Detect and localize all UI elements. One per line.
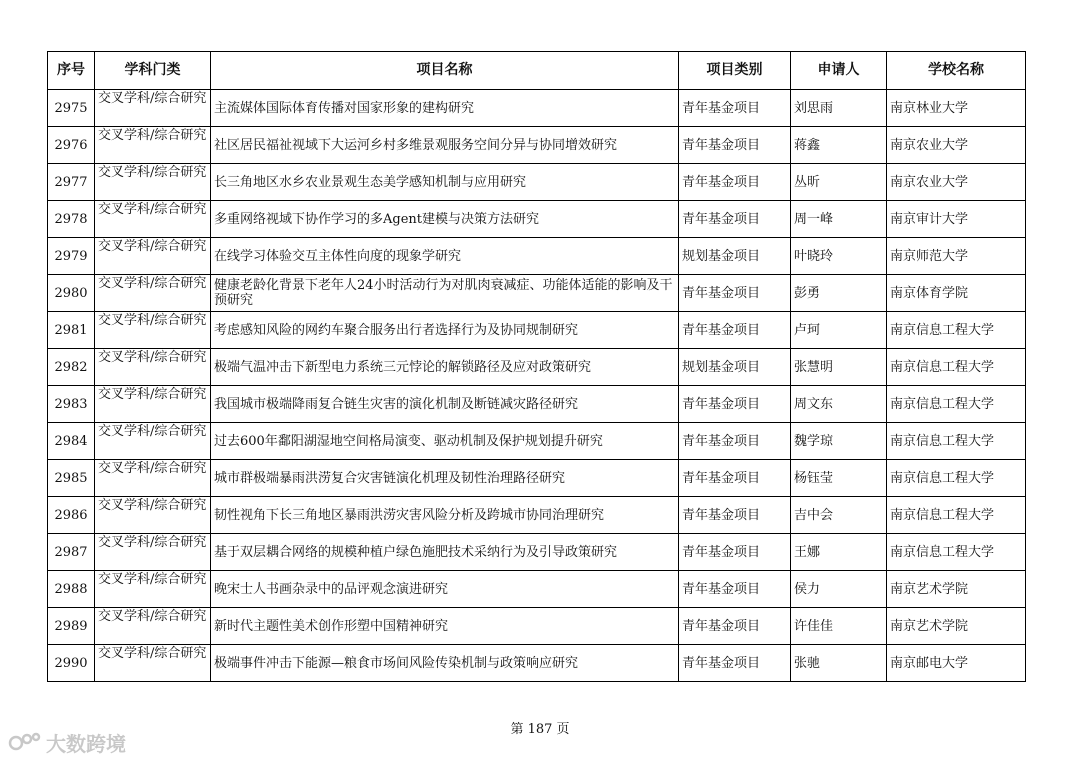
cell-school: 南京信息工程大学 — [887, 534, 1026, 571]
cell-school: 南京信息工程大学 — [887, 460, 1026, 497]
cell-applicant: 周一峰 — [791, 201, 887, 238]
table-row — [48, 645, 1026, 682]
cell-applicant: 叶晓玲 — [791, 238, 887, 275]
watermark-text: 大数跨境 — [46, 732, 126, 756]
cell-applicant: 魏学琼 — [791, 423, 887, 460]
cell-subject: 交叉学科/综合研究 — [95, 275, 211, 312]
cell-school: 南京审计大学 — [887, 201, 1026, 238]
cell-index: 2980 — [48, 275, 95, 312]
cell-index: 2982 — [48, 349, 95, 386]
cell-subject: 交叉学科/综合研究 — [95, 349, 211, 386]
cell-project-name: 韧性视角下长三角地区暴雨洪涝灾害风险分析及跨城市协同治理研究 — [211, 497, 679, 534]
cell-project-type: 青年基金项目 — [679, 423, 791, 460]
cell-index: 2978 — [48, 201, 95, 238]
header-project-name: 项目名称 — [211, 52, 679, 90]
cell-applicant: 张慧明 — [791, 349, 887, 386]
cell-school: 南京信息工程大学 — [887, 312, 1026, 349]
cell-applicant: 卢珂 — [791, 312, 887, 349]
table-row — [48, 127, 1026, 164]
header-index: 序号 — [48, 52, 95, 90]
table-header-row — [48, 52, 1026, 90]
cell-project-name: 新时代主题性美术创作形塑中国精神研究 — [211, 608, 679, 645]
cell-index: 2984 — [48, 423, 95, 460]
cell-index: 2985 — [48, 460, 95, 497]
table-row — [48, 460, 1026, 497]
page-number: 第 187 页 — [510, 722, 570, 737]
cell-project-type: 青年基金项目 — [679, 608, 791, 645]
cell-subject: 交叉学科/综合研究 — [95, 497, 211, 534]
cell-index: 2983 — [48, 386, 95, 423]
cell-school: 南京信息工程大学 — [887, 349, 1026, 386]
cell-subject: 交叉学科/综合研究 — [95, 238, 211, 275]
cell-project-type: 青年基金项目 — [679, 127, 791, 164]
table-row — [48, 238, 1026, 275]
cell-project-name: 健康老龄化背景下老年人24小时活动行为对肌肉衰减症、功能体适能的影响及干预研究 — [211, 275, 679, 312]
cell-project-type: 青年基金项目 — [679, 201, 791, 238]
table-row — [48, 349, 1026, 386]
cell-project-name: 晚宋士人书画杂录中的品评观念演进研究 — [211, 571, 679, 608]
table-row — [48, 534, 1026, 571]
cell-subject: 交叉学科/综合研究 — [95, 386, 211, 423]
cell-project-type: 青年基金项目 — [679, 275, 791, 312]
cell-project-name: 主流媒体国际体育传播对国家形象的建构研究 — [211, 90, 679, 127]
cell-project-name: 过去600年鄱阳湖湿地空间格局演变、驱动机制及保护规划提升研究 — [211, 423, 679, 460]
cell-index: 2977 — [48, 164, 95, 201]
cell-project-type: 规划基金项目 — [679, 238, 791, 275]
cell-project-name: 考虑感知风险的网约车聚合服务出行者选择行为及协同规制研究 — [211, 312, 679, 349]
cell-applicant: 许佳佳 — [791, 608, 887, 645]
cell-project-type: 青年基金项目 — [679, 386, 791, 423]
cell-subject: 交叉学科/综合研究 — [95, 164, 211, 201]
cell-project-name: 长三角地区水乡农业景观生态美学感知机制与应用研究 — [211, 164, 679, 201]
cell-project-type: 青年基金项目 — [679, 497, 791, 534]
table-row — [48, 386, 1026, 423]
cell-subject: 交叉学科/综合研究 — [95, 127, 211, 164]
cell-applicant: 刘思雨 — [791, 90, 887, 127]
cell-school: 南京信息工程大学 — [887, 386, 1026, 423]
cell-applicant: 王娜 — [791, 534, 887, 571]
cell-school: 南京艺术学院 — [887, 608, 1026, 645]
cell-project-type: 青年基金项目 — [679, 534, 791, 571]
cell-subject: 交叉学科/综合研究 — [95, 460, 211, 497]
cell-applicant: 张驰 — [791, 645, 887, 682]
table-row — [48, 608, 1026, 645]
cell-project-name: 多重网络视域下协作学习的多Agent建模与决策方法研究 — [211, 201, 679, 238]
cell-project-type: 青年基金项目 — [679, 164, 791, 201]
header-applicant: 申请人 — [791, 52, 887, 90]
cell-applicant: 丛昕 — [791, 164, 887, 201]
cell-applicant: 周文东 — [791, 386, 887, 423]
table-row — [48, 275, 1026, 312]
cell-school: 南京师范大学 — [887, 238, 1026, 275]
cell-applicant: 蒋鑫 — [791, 127, 887, 164]
cell-project-name: 城市群极端暴雨洪涝复合灾害链演化机理及韧性治理路径研究 — [211, 460, 679, 497]
cell-index: 2989 — [48, 608, 95, 645]
cell-project-type: 青年基金项目 — [679, 460, 791, 497]
cell-subject: 交叉学科/综合研究 — [95, 571, 211, 608]
cell-project-name: 极端气温冲击下新型电力系统三元悖论的解锁路径及应对政策研究 — [211, 349, 679, 386]
watermark — [8, 728, 126, 757]
cell-subject: 交叉学科/综合研究 — [95, 201, 211, 238]
cell-school: 南京艺术学院 — [887, 571, 1026, 608]
table-row — [48, 497, 1026, 534]
table-row — [48, 571, 1026, 608]
cell-project-name: 极端事件冲击下能源—粮食市场间风险传染机制与政策响应研究 — [211, 645, 679, 682]
cell-project-type: 青年基金项目 — [679, 645, 791, 682]
header-subject: 学科门类 — [95, 52, 211, 90]
cell-index: 2976 — [48, 127, 95, 164]
cell-project-type: 青年基金项目 — [679, 571, 791, 608]
cell-project-name: 我国城市极端降雨复合链生灾害的演化机制及断链减灾路径研究 — [211, 386, 679, 423]
cell-index: 2990 — [48, 645, 95, 682]
cell-applicant: 侯力 — [791, 571, 887, 608]
table-row — [48, 201, 1026, 238]
cell-school: 南京邮电大学 — [887, 645, 1026, 682]
cell-school: 南京林业大学 — [887, 90, 1026, 127]
cell-subject: 交叉学科/综合研究 — [95, 608, 211, 645]
cell-subject: 交叉学科/综合研究 — [95, 534, 211, 571]
cell-project-type: 规划基金项目 — [679, 349, 791, 386]
cell-index: 2986 — [48, 497, 95, 534]
cell-project-name: 社区居民福祉视域下大运河乡村多维景观服务空间分异与协同增效研究 — [211, 127, 679, 164]
cell-index: 2979 — [48, 238, 95, 275]
table-row — [48, 164, 1026, 201]
cell-index: 2988 — [48, 571, 95, 608]
cell-project-type: 青年基金项目 — [679, 90, 791, 127]
header-project-type: 项目类别 — [679, 52, 791, 90]
brand-logo-icon — [8, 730, 42, 756]
project-table — [47, 51, 1026, 682]
cell-subject: 交叉学科/综合研究 — [95, 312, 211, 349]
cell-applicant: 杨钰莹 — [791, 460, 887, 497]
table-body — [48, 90, 1026, 682]
cell-school: 南京农业大学 — [887, 127, 1026, 164]
cell-subject: 交叉学科/综合研究 — [95, 423, 211, 460]
cell-project-type: 青年基金项目 — [679, 312, 791, 349]
cell-index: 2975 — [48, 90, 95, 127]
cell-school: 南京农业大学 — [887, 164, 1026, 201]
cell-index: 2987 — [48, 534, 95, 571]
cell-school: 南京信息工程大学 — [887, 423, 1026, 460]
header-school: 学校名称 — [887, 52, 1026, 90]
table-row — [48, 90, 1026, 127]
cell-project-name: 基于双层耦合网络的规模种植户绿色施肥技术采纳行为及引导政策研究 — [211, 534, 679, 571]
cell-school: 南京体育学院 — [887, 275, 1026, 312]
cell-applicant: 吉中会 — [791, 497, 887, 534]
table-row — [48, 312, 1026, 349]
cell-school: 南京信息工程大学 — [887, 497, 1026, 534]
cell-project-name: 在线学习体验交互主体性向度的现象学研究 — [211, 238, 679, 275]
cell-subject: 交叉学科/综合研究 — [95, 645, 211, 682]
table-row — [48, 423, 1026, 460]
cell-applicant: 彭勇 — [791, 275, 887, 312]
cell-subject: 交叉学科/综合研究 — [95, 90, 211, 127]
cell-index: 2981 — [48, 312, 95, 349]
